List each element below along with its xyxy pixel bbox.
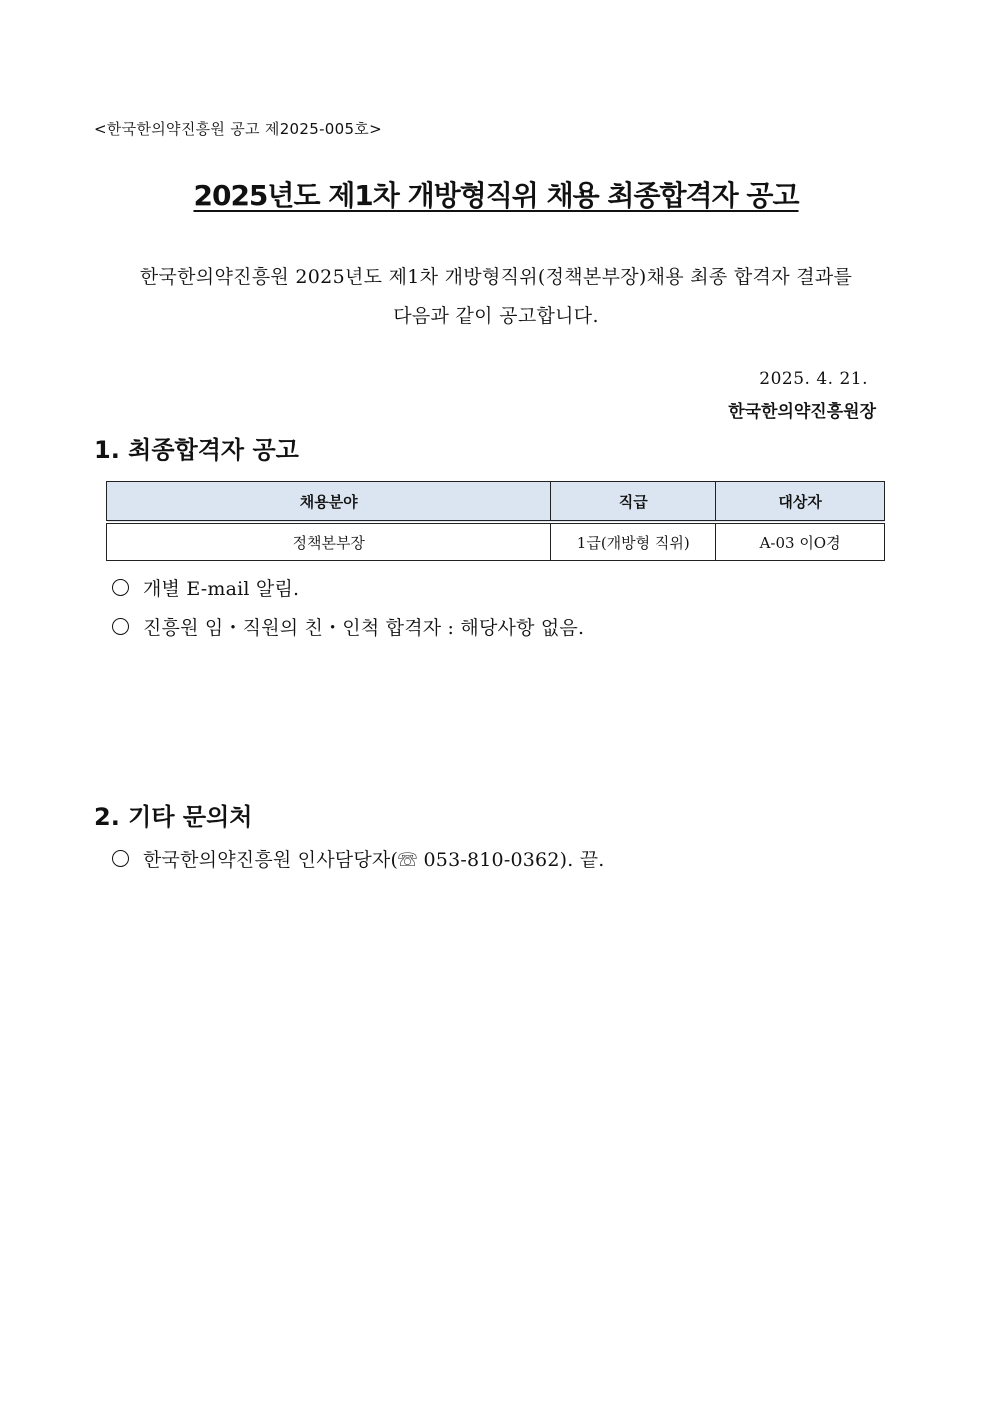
circle-bullet-icon (112, 850, 129, 867)
page-title-wrapper (0, 174, 992, 214)
note-email (112, 574, 299, 601)
section-heading-contact: 2. 기타 문의처 (94, 803, 253, 831)
contact-info-text: 한국한의약진흥원 인사담당자(☏ 053-810-0362). 끝. (143, 849, 605, 871)
final-applicants-table (106, 481, 885, 561)
page-title: 2025년도 제1차 개방형직위 채용 최종합격자 공고 (193, 179, 799, 212)
note-email-text: 개별 E-mail 알림. (143, 578, 300, 600)
intro-line-2: 다음과 같이 공고합니다. (393, 305, 599, 327)
column-header-applicant: 대상자 (716, 482, 885, 523)
issuer-name: 한국한의약진흥원장 (728, 402, 876, 422)
circle-bullet-icon (112, 579, 129, 596)
note-relatives (112, 613, 584, 640)
section-heading-final-applicants: 1. 최종합격자 공고 (94, 436, 299, 464)
circle-bullet-icon (112, 618, 129, 635)
column-header-grade: 직급 (551, 482, 716, 523)
cell-grade: 1급(개방형 직위) (551, 522, 716, 561)
note-relatives-text: 진흥원 임・직원의 친・인척 합격자 : 해당사항 없음. (143, 617, 585, 639)
cell-applicant: A-03 이O경 (716, 522, 885, 561)
announcement-date: 2025. 4. 21. (759, 369, 868, 389)
table-header-row (107, 482, 885, 523)
notice-number: <한국한의약진흥원 공고 제2025-005호> (94, 120, 382, 138)
contact-info (112, 845, 605, 872)
column-header-field: 채용분야 (107, 482, 551, 523)
table-row (107, 522, 885, 561)
cell-field: 정책본부장 (107, 522, 551, 561)
intro-line-1: 한국한의약진흥원 2025년도 제1차 개방형직위(정책본부장)채용 최종 합격자 결과를 (139, 266, 853, 288)
